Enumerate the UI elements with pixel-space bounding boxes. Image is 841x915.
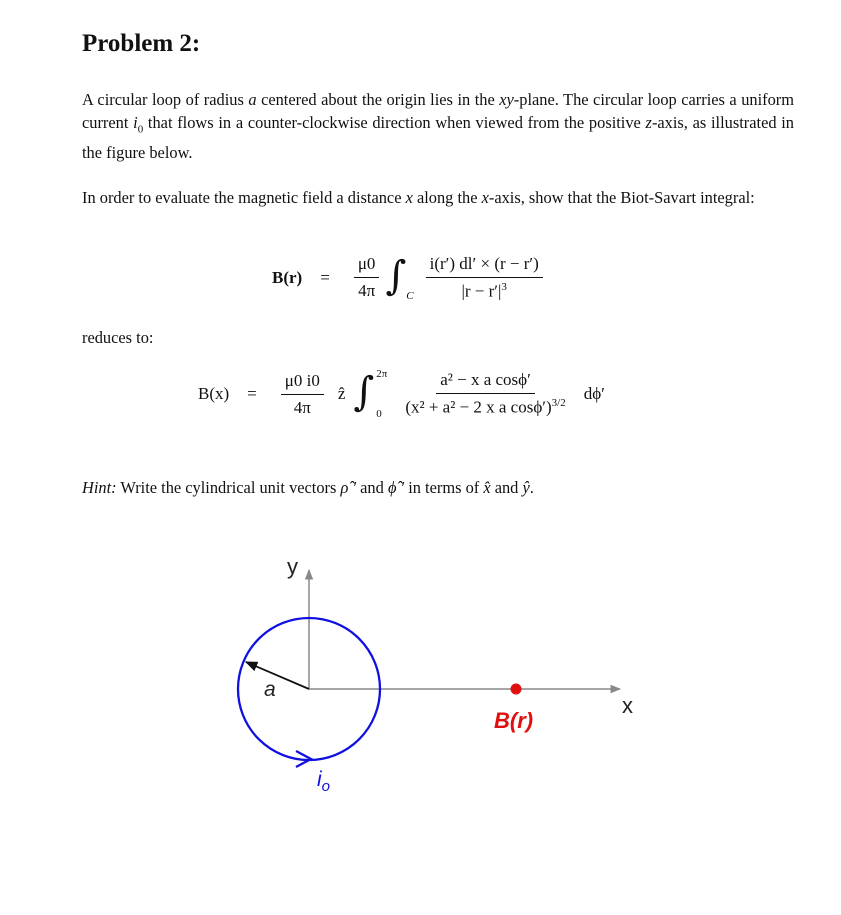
- radius-arrow: [246, 662, 309, 689]
- current-label: $i_o$: [317, 768, 331, 795]
- reduced-field-equation: B(x) = $\frac{\mu 0 i0}{4\pi}$ ẑ ∫ 2π 0 $\frac{\text{a² − x a cosϕ′}}{(x^2 + a^2 - 2 x a \cos\phi')^{3/2}}$ dϕ′: [198, 368, 605, 420]
- problem-title: Problem 2:: [82, 30, 201, 57]
- field-label: B(r): [494, 708, 534, 733]
- hint-text: Hint: Write the cylindrical unit vectors ρ̂ ′ and ϕ̂ ′ in terms of x̂ and ŷ.: [82, 478, 534, 497]
- x-axis-label: x: [622, 693, 633, 718]
- problem-description: A circular loop of radius a centered about the origin lies in the xy-plane. The circular loop carries a uniform current $i_0$ that flows in a counter-clockwise direction when viewed from the positive z-axis, as illustrated in the figure below.: [82, 90, 795, 163]
- task-statement: In order to evaluate the magnetic field a distance x along the x-axis, show that the Biot-Savart integral:: [82, 188, 755, 207]
- field-point: [511, 684, 522, 695]
- y-axis-label: y: [287, 554, 298, 579]
- biot-savart-equation: B(r) = $\frac{\mu 0}{4\pi}$ ∫ C $\frac{i(r') dl' \times (r - r')}{|r - r'|^3}$: [272, 254, 549, 302]
- radius-label: a: [264, 678, 276, 701]
- reduces-to-text: reduces to:: [82, 328, 154, 347]
